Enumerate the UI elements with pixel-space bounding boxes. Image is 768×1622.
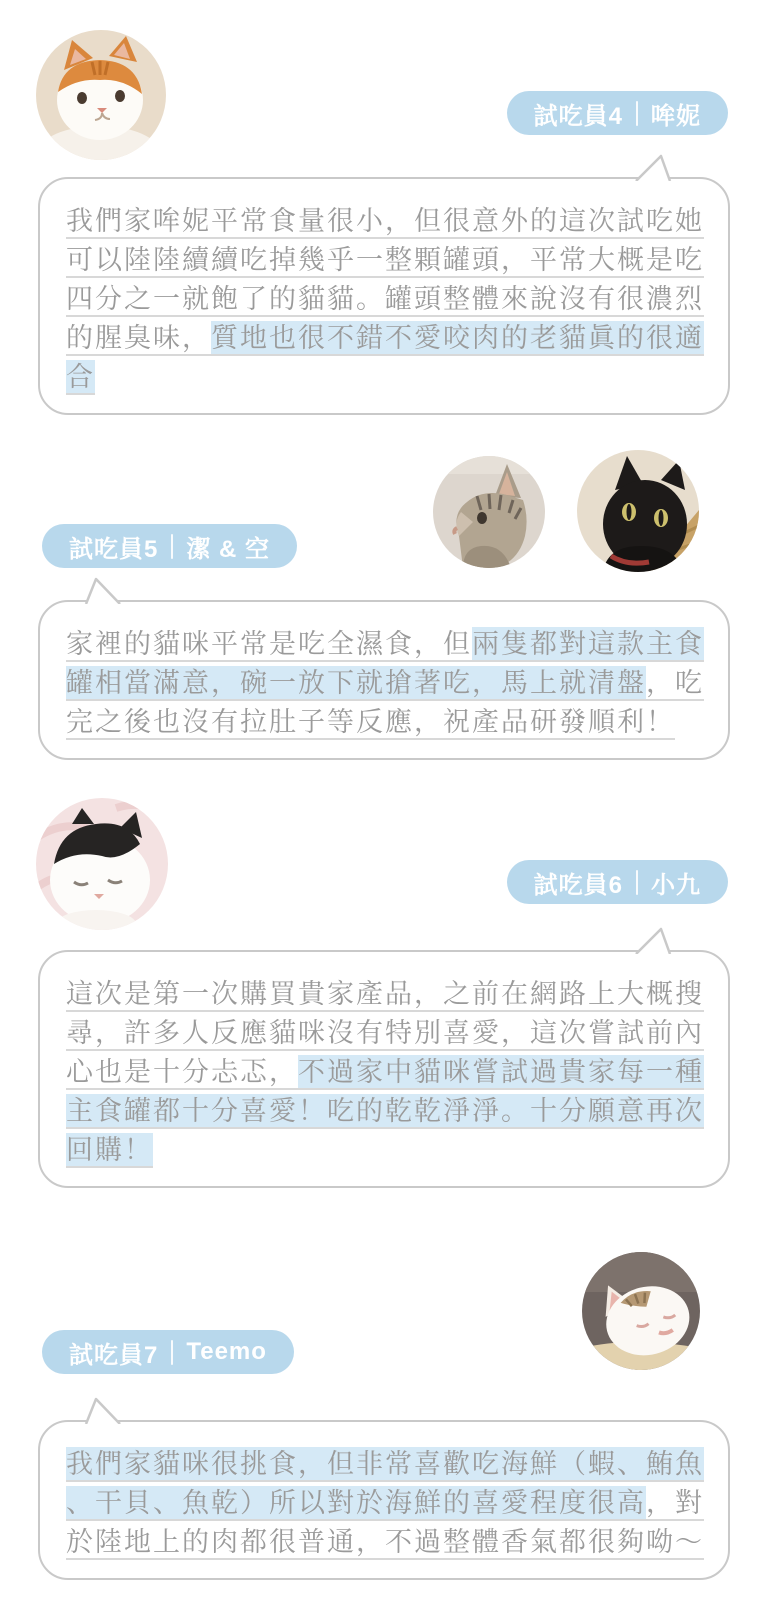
taster-badge-4 — [507, 91, 728, 135]
badge-prefix: 試吃員6 — [533, 871, 623, 899]
taster-badge-6 — [507, 860, 728, 904]
gray-tabby-cat-photo — [433, 456, 545, 568]
badge-divider — [636, 870, 638, 895]
speech-bubble-3 — [38, 950, 730, 1188]
highlighted-segment: 兩隻都對這款主食罐相當滿意，碗一放下就搶著吃，馬上就清盤 — [66, 629, 704, 698]
review-text — [66, 202, 704, 397]
orange-white-cat-illustration — [36, 30, 166, 160]
gray-tabby-cat-illustration — [433, 456, 545, 568]
bubble-tail-icon — [84, 577, 122, 604]
black-white-sleeping-cat-photo — [36, 798, 168, 930]
review-text — [66, 1445, 704, 1562]
black-white-sleeping-cat-illustration — [36, 798, 168, 930]
text-segment: 我們家哞妮平常食量很小，但很意外的這次試吃她可以陸陸續續吃掉幾乎一整顆罐頭，平常大概是吃四分之一就飽了的貓貓。罐頭整體來說沒有很濃烈的腥臭味， — [66, 206, 704, 353]
speech-bubble-2 — [38, 600, 730, 760]
badge-cat-name: 潔 & 空 — [186, 535, 271, 563]
taster-badge-5 — [42, 524, 297, 568]
badge-cat-name: 哞妮 — [651, 102, 701, 130]
bubble-tail-icon — [634, 154, 672, 181]
badge-prefix: 試吃員4 — [533, 102, 623, 130]
highlighted-segment: 我們家貓咪很挑食，但非常喜歡吃海鮮（蝦、鮪魚、干貝、魚乾）所以對於海鮮的喜愛程度很高 — [66, 1449, 704, 1518]
badge-prefix: 試吃員5 — [69, 535, 159, 563]
text-segment: 這次是第一次購買貴家產品，之前在網路上大概搜尋，許多人反應貓咪沒有特別喜愛，這次嘗試前內心也是十分忐忑， — [66, 979, 704, 1087]
text-segment: 家裡的貓咪平常是吃全濕食，但 — [66, 629, 472, 659]
highlighted-segment: 不過家中貓咪嘗試過貴家每一種主食罐都十分喜愛！吃的乾乾淨淨。十分願意再次回購！ — [66, 1057, 704, 1165]
speech-bubble-1 — [38, 177, 730, 415]
badge-divider — [171, 1340, 173, 1365]
orange-white-cat-photo — [36, 30, 166, 160]
black-cat-photo — [577, 450, 699, 572]
bubble-tail-icon — [634, 927, 672, 954]
black-cat-illustration — [577, 450, 699, 572]
taster-badge-7 — [42, 1330, 294, 1374]
bubble-tail-icon — [84, 1397, 122, 1424]
speech-bubble-4 — [38, 1420, 730, 1580]
badge-cat-name: Teemo — [186, 1338, 267, 1365]
white-sleeping-cat-illustration — [582, 1252, 700, 1370]
badge-divider — [636, 101, 638, 126]
highlighted-segment: 質地也很不錯不愛咬肉的老貓眞的很適合 — [66, 323, 704, 392]
text-segment: ，吃完之後也沒有拉肚子等反應，祝產品研發順利！ — [66, 668, 704, 737]
badge-cat-name: 小九 — [651, 871, 701, 899]
badge-prefix: 試吃員7 — [69, 1341, 159, 1369]
review-text — [66, 625, 704, 742]
text-segment: ，對於陸地上的肉都很普通，不過整體香氣都很夠呦～ — [66, 1488, 704, 1557]
white-sleeping-cat-photo — [582, 1252, 700, 1370]
review-text — [66, 975, 704, 1170]
badge-divider — [171, 534, 173, 559]
